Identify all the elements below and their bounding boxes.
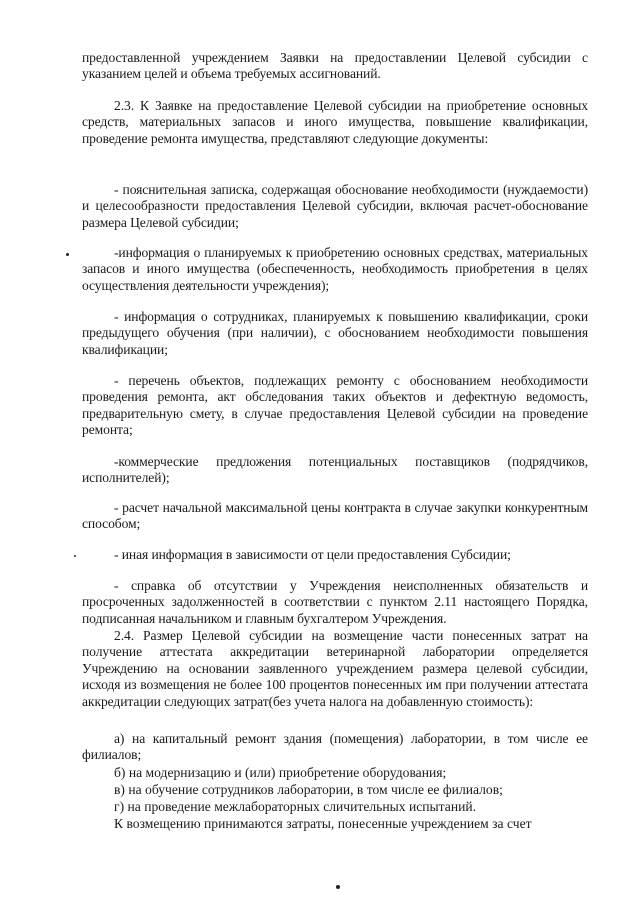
paragraph-intro: предоставленной учреждением Заявки на предоставлении Целевой субсидии с указанием целей и объема требуемых ассигнований. — [82, 50, 588, 82]
bullet-certificate: - справка об отсутствии у Учреждения неисполненных обязательств и просроченных задолженностей в соответствии с пунктом 2.11 настоящего Порядка, подписанная начальником и главным бухгалтером Учреждения. — [82, 578, 588, 626]
item-a: а) на капитальный ремонт здания (помещения) лаборатории, в том числе ее филиалов; — [82, 731, 588, 763]
paragraph-2-4: 2.4. Размер Целевой субсидии на возмещение части понесенных затрат на получение аттестата аккредитации ветеринарной лаборатории определяется Учреждению на основании заявленного учреждением размера целевой субсидии, исходя из возмещения не более 100 процентов понесенных им при получении аттестата аккредитации следующих затрат(без учета налога на добавленную стоимость): — [82, 628, 588, 709]
bullet-explanatory-note: - пояснительная записка, содержащая обоснование необходимости (нуждаемости) и целесообразности предоставления Целевой субсидии, включая расчет-обоснование размера Целевой субсидии; — [82, 182, 588, 230]
bullet-repair-objects: - перечень объектов, подлежащих ремонту с обоснованием необходимости проведения ремонта, акт обследования таких объектов и дефектную ведомость, предварительную смету, в случае предоставления Целевой субсидии на проведение ремонта; — [82, 373, 588, 438]
bullet-commercial-offers: -коммерческие предложения потенциальных поставщиков (подрядчиков, исполнителей); — [82, 454, 588, 486]
bullet-other-info: - иная информация в зависимости от цели предоставления Субсидии; — [114, 547, 511, 562]
scan-speck — [336, 885, 340, 889]
paragraph-last: К возмещению принимаются затраты, понесенные учреждением за счет — [114, 816, 532, 831]
bullet-staff-info: - информация о сотрудниках, планируемых к повышению квалификации, сроки предыдущего обучения (при наличии), с обоснованием необходимости повышения квалификации; — [82, 309, 588, 357]
item-c: в) на обучение сотрудников лаборатории, в том числе ее филиалов; — [114, 782, 503, 797]
bullet-assets-info: -информация о планируемых к приобретению основных средствах, материальных запасов и иного имущества (обеспеченность, необходимость приобретения в целях осуществления деятельности учреждения); — [82, 245, 588, 293]
scan-speck — [74, 555, 76, 557]
paragraph-2-3: 2.3. К Заявке на предоставление Целевой субсидии на приобретение основных средств, материальных запасов и иного имущества, повышение квалификации, проведение ремонта имущества, представляют следующие документы: — [82, 98, 588, 146]
item-b: б) на модернизацию и (или) приобретение оборудования; — [114, 765, 447, 780]
bullet-price-calculation: - расчет начальной максимальной цены контракта в случае закупки конкурентным способом; — [82, 500, 588, 532]
item-d: г) на проведение межлабораторных сличительных испытаний. — [114, 799, 477, 814]
scan-speck — [66, 253, 69, 256]
